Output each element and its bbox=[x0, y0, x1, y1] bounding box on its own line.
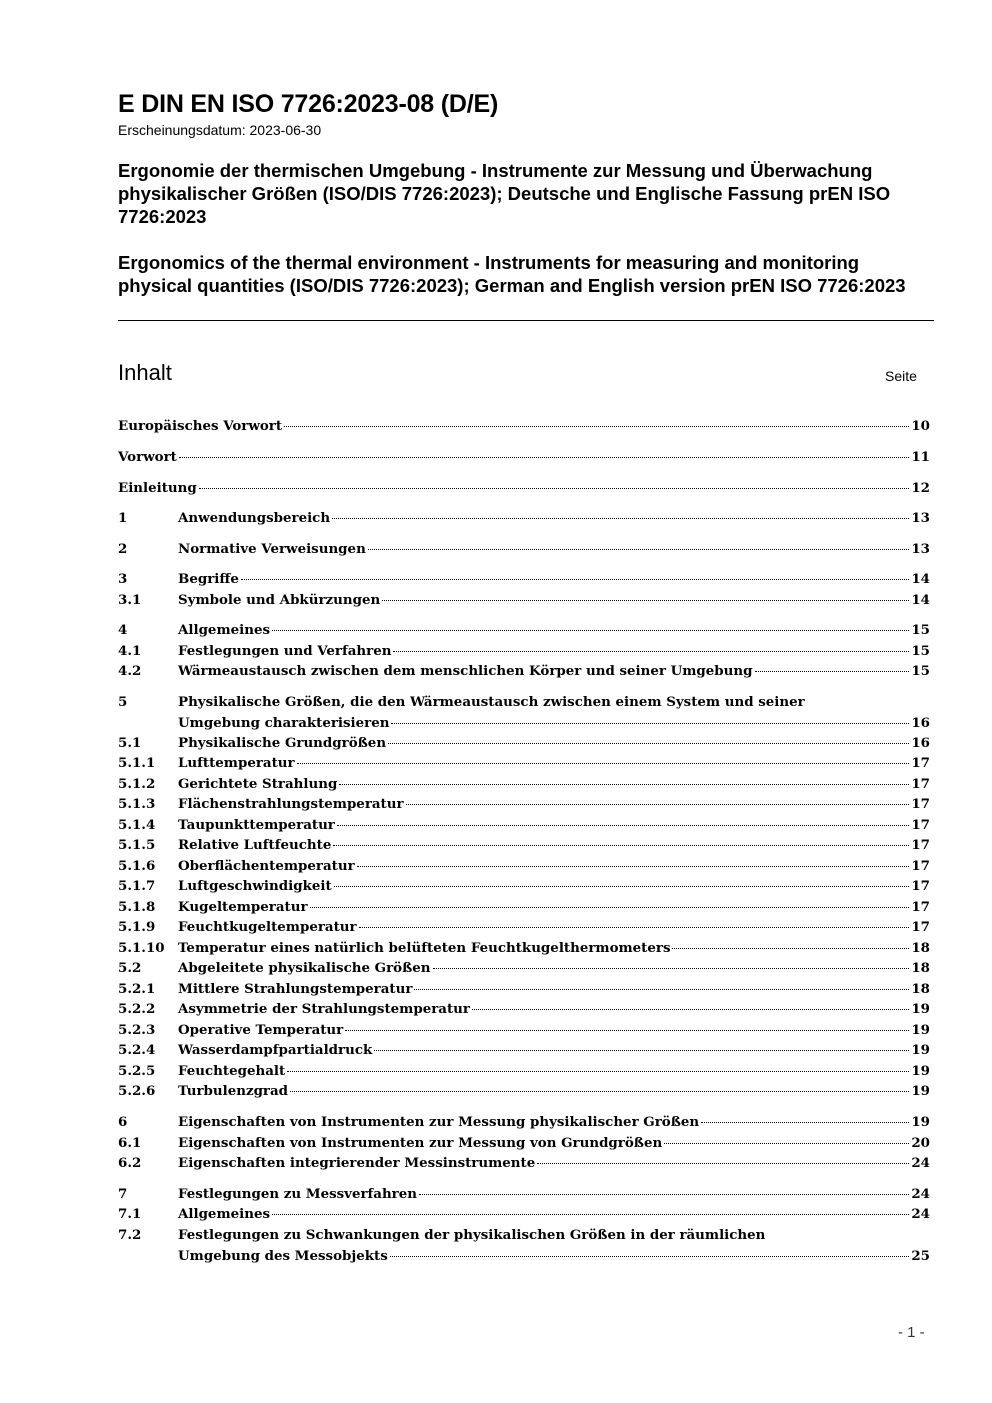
toc-entry-number: 3.1 bbox=[118, 592, 142, 608]
toc-entry-number: 5.2 bbox=[118, 960, 142, 976]
toc-entry-title: Temperatur eines natürlich belüfteten Feuchtkugelthermometers bbox=[178, 940, 671, 956]
toc-entry-number: 5.1.5 bbox=[118, 837, 156, 853]
dot-leader bbox=[433, 968, 910, 969]
dot-leader bbox=[391, 723, 909, 724]
toc-entry-title: Einleitung bbox=[118, 480, 197, 496]
dot-leader bbox=[241, 579, 910, 580]
toc-entry-page: 13 bbox=[911, 510, 930, 526]
toc-entry-page: 19 bbox=[911, 1114, 930, 1130]
toc-entry-title: Eigenschaften integrierender Messinstrumente bbox=[178, 1155, 536, 1171]
toc-entry-page: 19 bbox=[911, 1083, 930, 1099]
toc-entry-title: Festlegungen zu Messverfahren bbox=[178, 1186, 417, 1202]
toc-entry-number: 4.2 bbox=[118, 663, 142, 679]
toc-entry-page: 17 bbox=[911, 899, 930, 915]
title-divider bbox=[118, 320, 934, 321]
toc-entry-number: 6 bbox=[118, 1114, 128, 1130]
toc-entry-title: Eigenschaften von Instrumenten zur Messung von Grundgrößen bbox=[178, 1135, 663, 1151]
toc-entry-title: Umgebung des Messobjekts bbox=[178, 1247, 388, 1264]
dot-leader bbox=[337, 825, 910, 826]
toc-entry-number: 7 bbox=[118, 1186, 128, 1202]
toc-entry-title: Allgemeines bbox=[178, 622, 271, 638]
toc-entry-number: 5.1.10 bbox=[118, 940, 165, 956]
toc-entry-page: 17 bbox=[911, 858, 930, 874]
toc-entry-number: 5.2.3 bbox=[118, 1022, 156, 1038]
toc-entry-page: 17 bbox=[911, 919, 930, 935]
toc-entry-number: 2 bbox=[118, 541, 128, 557]
toc-entry-page: 17 bbox=[911, 776, 930, 792]
toc-entry-number: 1 bbox=[118, 510, 128, 526]
dot-leader bbox=[419, 1194, 909, 1195]
toc-entry-page: 25 bbox=[911, 1247, 930, 1264]
toc-entry-title-line: Festlegungen zu Schwankungen der physikalischen Größen in der räumlichen bbox=[178, 1227, 766, 1243]
toc-entry-page: 10 bbox=[911, 418, 930, 434]
toc-entry-title: Festlegungen und Verfahren bbox=[178, 643, 392, 659]
toc-entry-number: 5.2.1 bbox=[118, 981, 156, 997]
dot-leader bbox=[672, 948, 909, 949]
toc-entry-number: 6.1 bbox=[118, 1135, 142, 1151]
toc-entry-number: 5.2.6 bbox=[118, 1083, 156, 1099]
toc-entry-title: Eigenschaften von Instrumenten zur Messung physikalischer Größen bbox=[178, 1114, 700, 1130]
dot-leader bbox=[414, 989, 909, 990]
toc-entry-title: Wärmeaustausch zwischen dem menschlichen Körper und seiner Umgebung bbox=[178, 663, 753, 679]
dot-leader bbox=[388, 743, 909, 744]
dot-leader bbox=[345, 1030, 909, 1031]
dot-leader bbox=[755, 671, 910, 672]
toc-entry-page: 17 bbox=[911, 755, 930, 771]
toc-entry-number: 4.1 bbox=[118, 643, 142, 659]
dot-leader bbox=[179, 457, 910, 458]
toc-entry-page: 19 bbox=[911, 1001, 930, 1017]
dot-leader bbox=[374, 1050, 909, 1051]
toc-entry-page: 14 bbox=[911, 592, 930, 608]
toc-entry-title: Physikalische Grundgrößen bbox=[178, 735, 387, 751]
toc-entry-page: 19 bbox=[911, 1022, 930, 1038]
title-english: Ergonomics of the thermal environment - Instruments for measuring and monitoring physical quantities (ISO/DIS 7726:2023); German and English version prEN ISO 7726:2023 bbox=[118, 252, 906, 296]
toc-entry-title: Begriffe bbox=[178, 571, 239, 587]
toc-entry-page: 18 bbox=[911, 981, 930, 997]
toc-entry-number: 5.1.9 bbox=[118, 919, 156, 935]
toc-entry-page: 11 bbox=[911, 449, 930, 465]
dot-leader bbox=[393, 651, 909, 652]
toc-entry-number: 4 bbox=[118, 622, 128, 638]
dot-leader bbox=[272, 630, 909, 631]
dot-leader bbox=[310, 907, 910, 908]
dot-leader bbox=[368, 549, 910, 550]
dot-leader bbox=[199, 488, 910, 489]
toc-entry-title-line: Physikalische Größen, die den Wärmeaustausch zwischen einem System und seiner bbox=[178, 694, 805, 710]
dot-leader bbox=[472, 1009, 909, 1010]
toc-entry-number: 5.1.6 bbox=[118, 858, 156, 874]
toc-entry-page: 18 bbox=[911, 940, 930, 956]
dot-leader bbox=[332, 518, 909, 519]
toc-entry-page: 19 bbox=[911, 1042, 930, 1058]
dot-leader bbox=[333, 845, 909, 846]
publication-date: Erscheinungsdatum: 2023-06-30 bbox=[118, 122, 322, 138]
toc-entry-page: 15 bbox=[911, 643, 930, 659]
toc-entry-number: 3 bbox=[118, 571, 128, 587]
toc-entry-number: 5.1.3 bbox=[118, 796, 156, 812]
toc-entry-title: Normative Verweisungen bbox=[178, 541, 366, 557]
toc-entry-title: Operative Temperatur bbox=[178, 1022, 344, 1038]
toc-entry-page: 19 bbox=[911, 1063, 930, 1079]
toc-entry-number: 5 bbox=[118, 694, 128, 710]
document-id: E DIN EN ISO 7726:2023-08 (D/E) bbox=[118, 90, 499, 118]
toc-entry-title: Oberflächentemperatur bbox=[178, 858, 355, 874]
title-german: Ergonomie der thermischen Umgebung - Instrumente zur Messung und Überwachung physikalischer Größen (ISO/DIS 7726:2023); Deutsche und Englische Fassung prEN ISO 7726:2023 bbox=[118, 160, 891, 227]
toc-entry-page: 24 bbox=[911, 1155, 930, 1171]
toc-entry-number: 5.2.4 bbox=[118, 1042, 156, 1058]
dot-leader bbox=[701, 1122, 909, 1123]
toc-entry-page: 24 bbox=[911, 1186, 930, 1202]
toc-entry-title: Allgemeines bbox=[178, 1206, 271, 1222]
toc-entry-title: Gerichtete Strahlung bbox=[178, 776, 338, 792]
toc-entry-title: Luftgeschwindigkeit bbox=[178, 878, 332, 894]
dot-leader bbox=[290, 1091, 909, 1092]
toc-entry-title: Relative Luftfeuchte bbox=[178, 837, 332, 853]
toc-entry-title: Europäisches Vorwort bbox=[118, 418, 283, 434]
toc-entry-title: Kugeltemperatur bbox=[178, 899, 308, 915]
toc-entry-number: 7.2 bbox=[118, 1227, 142, 1243]
toc-entry-page: 17 bbox=[911, 837, 930, 853]
toc-page-column-label: Seite bbox=[885, 368, 917, 384]
toc-entry-title: Flächenstrahlungstemperatur bbox=[178, 796, 404, 812]
toc-entry-number: 5.1.8 bbox=[118, 899, 156, 915]
toc-heading: Inhalt bbox=[118, 360, 172, 385]
toc-entry-title: Umgebung charakterisieren bbox=[178, 714, 390, 731]
toc-entry-title: Taupunkttemperatur bbox=[178, 817, 335, 833]
page-number: - 1 - bbox=[898, 1324, 925, 1341]
toc-entry-title: Symbole und Abkürzungen bbox=[178, 592, 381, 608]
toc-entry-title: Feuchtkugeltemperatur bbox=[178, 919, 357, 935]
toc-entry-title: Vorwort bbox=[118, 449, 177, 465]
toc-entry-number: 6.2 bbox=[118, 1155, 142, 1171]
toc-entry-number: 5.2.2 bbox=[118, 1001, 156, 1017]
toc-entry-title: Anwendungsbereich bbox=[178, 510, 331, 526]
toc-entry-page: 16 bbox=[911, 714, 930, 731]
toc-entry-title: Feuchtegehalt bbox=[178, 1063, 286, 1079]
toc-entry-number: 5.2.5 bbox=[118, 1063, 156, 1079]
dot-leader bbox=[357, 866, 910, 867]
toc-entry-page: 12 bbox=[911, 480, 930, 496]
toc-entry-number: 7.1 bbox=[118, 1206, 142, 1222]
toc-entry-page: 16 bbox=[911, 735, 930, 751]
toc-entry-title: Mittlere Strahlungstemperatur bbox=[178, 981, 413, 997]
toc-entry-title: Asymmetrie der Strahlungstemperatur bbox=[178, 1001, 470, 1017]
dot-leader bbox=[272, 1214, 909, 1215]
toc-entry-page: 15 bbox=[911, 663, 930, 679]
toc-entry-page: 14 bbox=[911, 571, 930, 587]
toc-entry-page: 13 bbox=[911, 541, 930, 557]
toc-entry-title: Abgeleitete physikalische Größen bbox=[178, 960, 431, 976]
toc-entry-number: 5.1.7 bbox=[118, 878, 156, 894]
toc-entry-page: 20 bbox=[911, 1135, 930, 1151]
dot-leader bbox=[406, 804, 910, 805]
toc-entry-title: Turbulenzgrad bbox=[178, 1083, 289, 1099]
dot-leader bbox=[339, 784, 909, 785]
toc-entry-page: 15 bbox=[911, 622, 930, 638]
dot-leader bbox=[537, 1163, 909, 1164]
toc-entry-title: Wasserdampfpartialdruck bbox=[178, 1042, 373, 1058]
toc-entry-title: Lufttemperatur bbox=[178, 755, 295, 771]
dot-leader bbox=[287, 1071, 909, 1072]
dot-leader bbox=[359, 927, 910, 928]
toc-entry-page: 18 bbox=[911, 960, 930, 976]
dot-leader bbox=[334, 886, 910, 887]
dot-leader bbox=[390, 1256, 910, 1257]
toc-entry-number: 5.1.4 bbox=[118, 817, 156, 833]
toc-entry-number: 5.1 bbox=[118, 735, 142, 751]
toc-entry-number: 5.1.2 bbox=[118, 776, 156, 792]
toc-entry-page: 24 bbox=[911, 1206, 930, 1222]
toc-entry-page: 17 bbox=[911, 817, 930, 833]
dot-leader bbox=[284, 426, 909, 427]
toc-entry-page: 17 bbox=[911, 796, 930, 812]
dot-leader bbox=[297, 763, 910, 764]
dot-leader bbox=[664, 1143, 909, 1144]
dot-leader bbox=[382, 600, 909, 601]
toc-entry-page: 17 bbox=[911, 878, 930, 894]
toc-entry-number: 5.1.1 bbox=[118, 755, 156, 771]
